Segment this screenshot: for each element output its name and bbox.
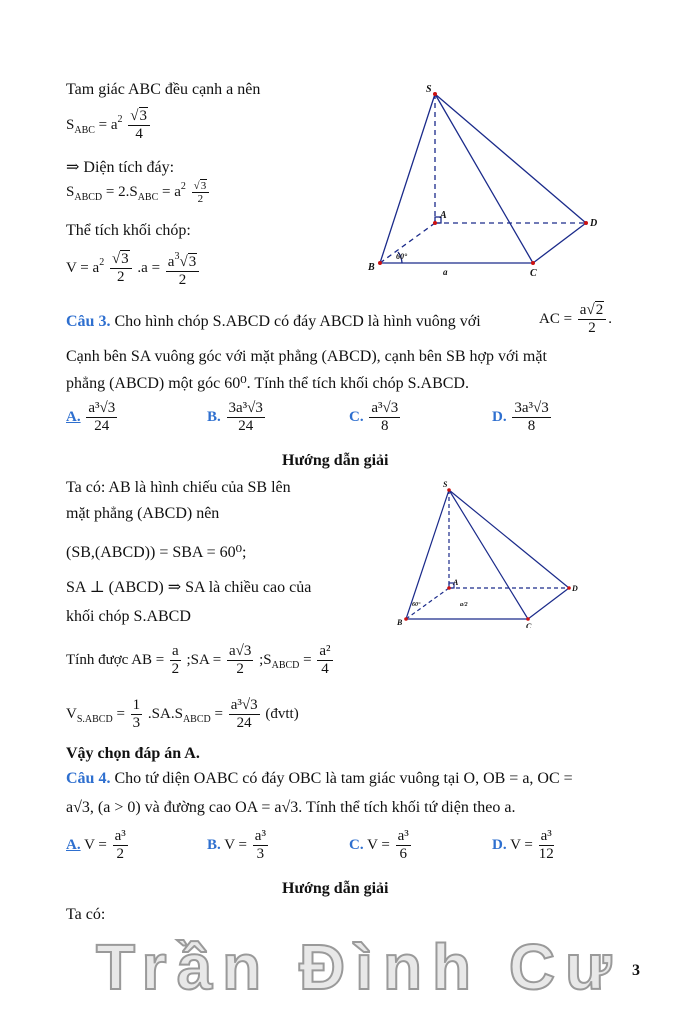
q3-option-a[interactable]: A. $\frac{\text{a³√3}}{24}$	[66, 400, 116, 434]
q3-ac-formula: AC = $\frac{a√2}{2}$ .	[539, 302, 612, 336]
edge-cd	[533, 223, 586, 263]
label-angle: 60°	[412, 602, 421, 608]
label-mid: a/2	[460, 602, 468, 608]
watermark-author: Trần Đình Cư	[96, 931, 622, 1003]
label-c: C	[526, 622, 532, 628]
label-s: S	[443, 480, 448, 489]
q3-option-d[interactable]: D. $\frac{\text{3a³√3}}{8}$	[492, 400, 549, 434]
q3-line1: Câu 3. Cho hình chóp S.ABCD có đáy ABCD là hình vuông với	[66, 313, 481, 330]
q4-label: Câu 4.	[66, 770, 111, 787]
q4-solution-heading: Hướng dẫn giải	[282, 880, 389, 897]
label-s: S	[426, 84, 432, 95]
pyramid-figure-2	[392, 478, 592, 628]
edge-sd	[435, 94, 586, 223]
edge-sc	[449, 490, 528, 619]
block1-line3: ⇒ Diện tích đáy:	[66, 159, 175, 176]
pyramid-figure-1	[360, 82, 610, 282]
q3-conclusion: Vậy chọn đáp án A.	[66, 745, 200, 762]
block1-line1: Tam giác ABC đều cạnh a nên	[66, 81, 261, 98]
formula-s-abc: $S_{ABC} = a^2$ $\frac{√3}{4}$	[66, 108, 152, 143]
q3-sol-line1: Ta có: AB là hình chiếu của SB lên	[66, 479, 291, 496]
label-b: B	[397, 618, 403, 627]
q3-sol-line7: $V_{S.ABCD}$ = $\frac{1}{3}$ $.SA.S_{ABCD}$ = $\frac{\text{a³√3}}{24}$ (đvtt)	[66, 697, 299, 731]
q3-sol-line2: mặt phẳng (ABCD) nên	[66, 505, 220, 522]
formula-volume: $V = a^2$ $\frac{√3}{2}$ .a = $\frac{a^3√3}{2}$	[66, 248, 201, 289]
q4-option-b[interactable]: B. V = $\frac{\text{a³}}{3}$	[207, 828, 266, 862]
q3-option-b[interactable]: B. $\frac{\text{3a³√3}}{24}$	[207, 400, 263, 434]
q4-line1: Câu 4. Cho tứ diện OABC có đáy OBC là tam giác vuông tại O, OB = a, OC =	[66, 770, 573, 787]
q4-option-c[interactable]: C. V = $\frac{\text{a³}}{6}$	[349, 828, 409, 862]
label-b: B	[368, 262, 375, 273]
formula-s-abcd: $S_{ABCD} = 2.S_{ABC} = a^2$ $\frac{√3}{2}$	[66, 180, 211, 205]
edge-sd	[449, 490, 569, 588]
q3-option-c[interactable]: C. $\frac{\text{a³√3}}{8}$	[349, 400, 399, 434]
q3-sol-line6: Tính được AB = $\frac{a}{2}$ ;SA = $\frac{a√3}{2}$ $;S_{ABCD}$ = $\frac{\text{a²}}{4}$	[66, 643, 331, 677]
label-d: D	[590, 218, 598, 229]
label-a: A	[440, 210, 447, 221]
q3-line3: phẳng (ABCD) một góc 60⁰. Tính thể tích khối chóp S.ABCD.	[66, 375, 469, 392]
label-d: D	[572, 584, 578, 593]
q4-sol-line1: Ta có:	[66, 906, 106, 923]
q3-sol-line5: khối chóp S.ABCD	[66, 608, 191, 625]
label-angle: 60°	[396, 252, 408, 261]
edge-cd	[528, 588, 569, 619]
label-c: C	[530, 268, 537, 279]
q4-line2: a√3, (a > 0) và đường cao OA = a√3. Tính thể tích khối tứ diện theo a.	[66, 799, 516, 816]
edge-sc	[435, 94, 533, 263]
q3-solution-heading: Hướng dẫn giải	[282, 452, 389, 469]
edge-sb	[380, 94, 435, 263]
block1-line5: Thể tích khối chóp:	[66, 222, 191, 239]
label-side: a	[443, 267, 448, 277]
q4-option-a[interactable]: A. V = $\frac{\text{a³}}{2}$	[66, 828, 126, 862]
q4-option-d[interactable]: D. V = $\frac{\text{a³}}{12}$	[492, 828, 554, 862]
page-number: 3	[632, 962, 640, 979]
q3-label: Câu 3.	[66, 313, 111, 330]
q3-sol-line3: (SB,(ABCD)) = SBA = 60⁰;	[66, 544, 247, 561]
q3-sol-line4: SA ⊥ (ABCD) ⇒ SA là chiều cao của	[66, 579, 312, 596]
q3-line2: Cạnh bên SA vuông góc với mặt phẳng (ABCD), cạnh bên SB hợp với mặt	[66, 348, 547, 365]
edge-sb	[406, 490, 449, 619]
label-a: A	[453, 578, 459, 587]
edge-ab	[380, 223, 435, 263]
